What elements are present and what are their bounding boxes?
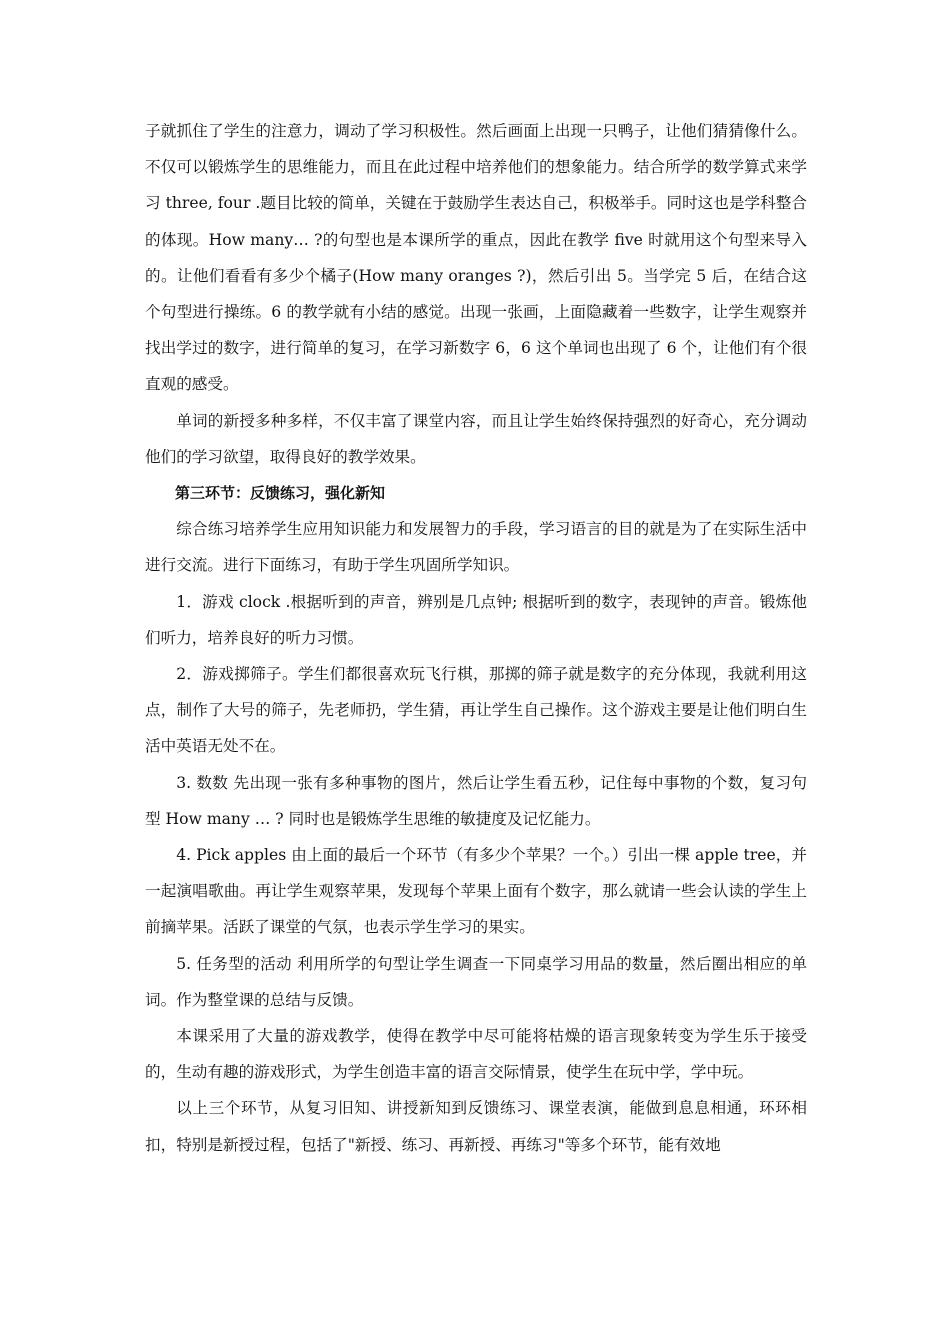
list-item-dice-game: 2．游戏掷筛子。学生们都很喜欢玩飞行棋，那掷的筛子就是数字的充分体现，我就利用这点，制作了大号的筛子，先老师扔，学生猜，再让学生自己操作。这个游戏主要是让他们明白生活中英语无处不在。 bbox=[145, 665, 807, 756]
paragraph-vocabulary-summary: 单词的新授多种多样，不仅丰富了课堂内容，而且让学生始终保持强烈的好奇心，充分调动他们的学习欲望，取得良好的教学效果。 bbox=[145, 411, 807, 466]
list-item-clock-game: 1．游戏 clock .根据听到的声音，辨别是几点钟; 根据听到的数字，表现钟的声音。锻炼他们听力，培养良好的听力习惯。 bbox=[145, 592, 807, 647]
list-item-counting: 3. 数数 先出现一张有多种事物的图片，然后让学生看五秒，记住每中事物的个数，复习句型 How many … ? 同时也是锻炼学生思维的敏捷度及记忆能力。 bbox=[145, 773, 807, 828]
paragraph-games-summary: 本课采用了大量的游戏教学，使得在教学中尽可能将枯燥的语言现象转变为学生乐于接受的，生动有趣的游戏形式，为学生创造丰富的语言交际情景，使学生在玩中学，学中玩。 bbox=[145, 1027, 807, 1082]
section-heading-stage-three: 第三环节：反馈练习，强化新知 bbox=[175, 484, 386, 503]
list-item-pick-apples: 4. Pick apples 由上面的最后一个环节（有多少个苹果？一个。）引出一棵 apple tree，并一起演唱歌曲。再让学生观察苹果，发现每个苹果上面有个数字，那么就请一些会认读的学生上前摘苹果。活跃了课堂的气氛，也表示学生学习的果实。 bbox=[145, 846, 807, 937]
document-body bbox=[145, 113, 807, 1163]
paragraph-practice-intro: 综合练习培养学生应用知识能力和发展智力的手段，学习语言的目的就是为了在实际生活中进行交流。进行下面练习，有助于学生巩固所学知识。 bbox=[145, 520, 807, 575]
paragraph-continued-intro: 子就抓住了学生的注意力，调动了学习积极性。然后画面上出现一只鸭子，让他们猜猜像什么。不仅可以锻炼学生的思维能力，而且在此过程中培养他们的想象能力。结合所学的数学算式来学习 three, four .题目比较的简单，关键在于鼓励学生表达自己，积极举手。同时这也是学科整合的体现。How many… ?的句型也是本课所学的重点，因此在教学 five 时就用这个句型来导入的。让他们看看有多少个橘子(How many oranges ?)，然后引出 5。当学完 5 后，在结合这个句型进行操练。6 的教学就有小结的感觉。出现一张画，上面隐藏着一些数字，让学生观察并找出学过的数字，进行简单的复习，在学习新数字 6，6 这个单词也出现了 6 个，让他们有个很直观的感受。 bbox=[145, 122, 807, 394]
paragraph-conclusion: 以上三个环节，从复习旧知、讲授新知到反馈练习、课堂表演，能做到息息相通，环环相扣，特别是新授过程，包括了"新授、练习、再新授、再练习"等多个环节，能有效地 bbox=[145, 1099, 807, 1154]
list-item-task-activity: 5. 任务型的活动 利用所学的句型让学生调查一下同桌学习用品的数量，然后圈出相应的单词。作为整堂课的总结与反馈。 bbox=[145, 954, 807, 1009]
